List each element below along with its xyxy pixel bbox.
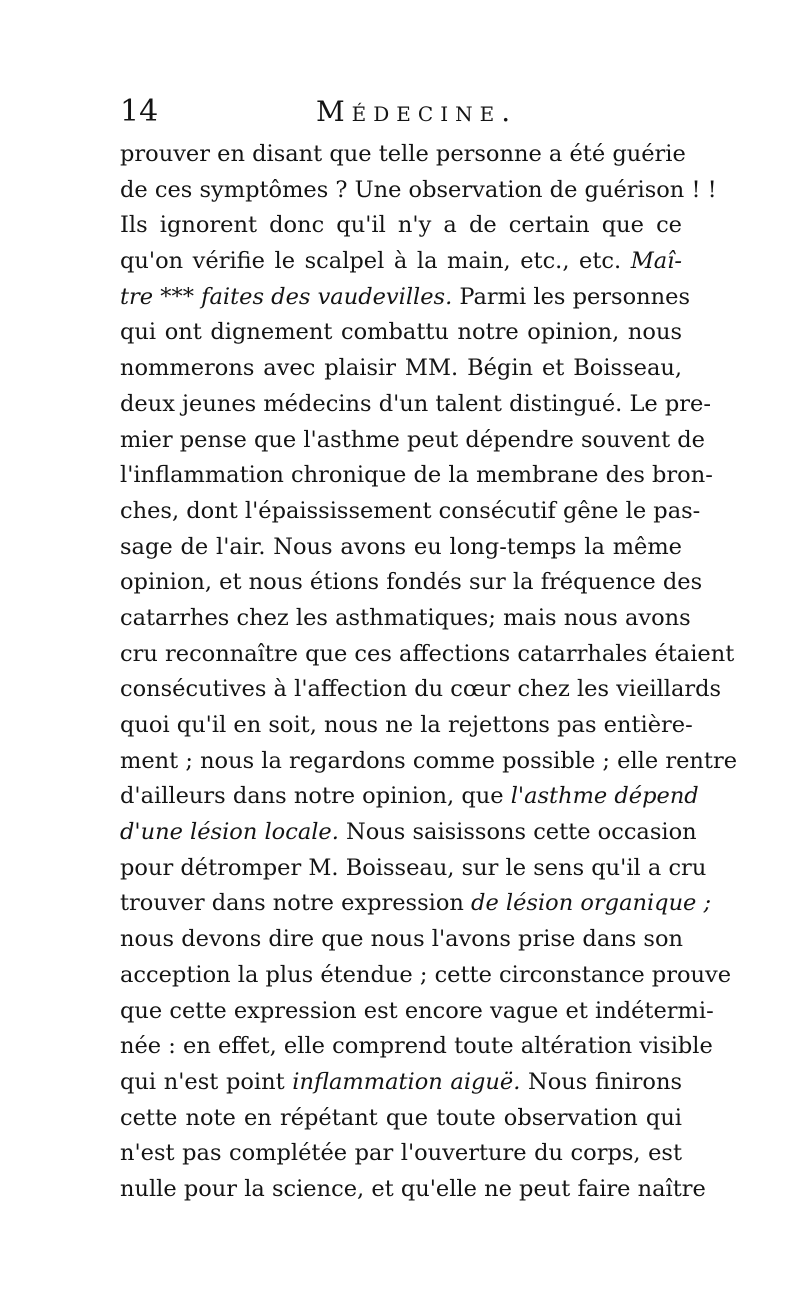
text-segment: nulle pour la science, et qu'elle ne peut faire naître (120, 1175, 706, 1202)
text-segment: consécutives à l'affection du cœur chez les vieillards (120, 676, 722, 703)
text-segment: quoi qu'il en soit, nous ne la rejettons pas entière- (120, 712, 693, 738)
italic-text-segment: l'asthme dépend (510, 783, 699, 810)
text-line (120, 601, 691, 637)
italic-text-segment: inflammation aiguë. (292, 1068, 521, 1095)
text-segment: opinion, et nous étions fondés sur la fréquence des (120, 569, 703, 596)
text-line (120, 173, 717, 209)
text-line (120, 851, 707, 887)
text-segment: nous devons dire que nous l'avons prise dans son (120, 926, 684, 953)
text-line (120, 815, 697, 851)
text-line (120, 244, 682, 280)
text-line (120, 958, 732, 994)
text-segment: d'ailleurs dans notre opinion, que (120, 783, 511, 810)
text-segment: deux jeunes médecins d'un talent distingué. Le pre- (120, 390, 711, 417)
italic-text-segment: tre *** faites des vaudevilles. (120, 283, 453, 310)
text-segment: Nous saisissons cette occasion (338, 819, 697, 846)
running-head (120, 92, 680, 132)
text-segment: pour détromper M. Boisseau, sur le sens qu'il a cru (120, 854, 707, 881)
text-segment: que cette expression est encore vague et indétermi- (120, 997, 714, 1024)
text-segment: de ces symptômes ? Une observation de guérison ! ! (120, 176, 717, 203)
text-line (120, 672, 722, 708)
text-segment: Parmi les personnes (452, 283, 690, 310)
text-line (120, 494, 701, 530)
text-line (120, 1172, 706, 1208)
text-segment: prouver en disant que telle personne a été guérie (120, 141, 686, 167)
text-segment: sage de l'air. Nous avons eu long-temps la même (120, 533, 682, 560)
text-segment: qui ont dignement combattu notre opinion, nous (120, 319, 682, 346)
italic-text-segment: d'une lésion locale. (120, 819, 339, 846)
text-line (120, 994, 714, 1030)
italic-text-segment: Maî- (630, 248, 682, 275)
text-line (120, 315, 682, 351)
text-line (120, 351, 682, 387)
text-segment: ches, dont l'épaississement consécutif gêne le pas- (120, 497, 701, 524)
text-line (120, 779, 699, 815)
text-segment: nommerons avec plaisir MM. Bégin et Boisseau, (120, 355, 682, 382)
text-segment: n'est pas complétée par l'ouverture du corps, est (120, 1140, 682, 1167)
text-segment: catarrhes chez les asthmatiques; mais nous avons (120, 604, 691, 631)
text-line (120, 637, 735, 673)
text-segment: cette note en répétant que toute observation qui (120, 1104, 682, 1131)
text-segment: trouver dans notre expression (120, 890, 472, 917)
text-line (120, 886, 712, 922)
text-line (120, 1065, 682, 1101)
text-line (120, 458, 713, 494)
text-line (120, 922, 682, 958)
text-line (120, 708, 693, 744)
text-line (120, 280, 690, 316)
text-line (120, 137, 686, 173)
text-line (120, 565, 703, 601)
italic-text-segment: de lésion organique ; (471, 890, 712, 917)
text-segment: l'inflammation chronique de la membrane des bron- (120, 462, 713, 489)
text-line (120, 208, 682, 244)
text-segment: qu'on vérifie le scalpel à la main, etc., etc. (120, 248, 631, 275)
running-title: Médecine. (316, 95, 518, 128)
text-line (120, 1029, 713, 1065)
text-segment: Nous finirons (520, 1068, 682, 1095)
text-segment: ment ; nous la regardons comme possible ; elle rentre (120, 747, 738, 774)
body-text (120, 137, 738, 1208)
text-line (120, 1101, 682, 1137)
text-line (120, 1136, 682, 1172)
text-line (120, 423, 705, 459)
page-number: 14 (120, 94, 159, 129)
text-segment: cru reconnaître que ces affections catarrhales étaient (120, 640, 735, 667)
text-segment: qui n'est point (120, 1068, 293, 1095)
text-line (120, 744, 738, 780)
text-segment: acception la plus étendue ; cette circonstance prouve (120, 961, 732, 988)
text-segment: mier pense que l'asthme peut dépendre souvent de (120, 426, 705, 453)
text-line (120, 387, 711, 423)
text-segment: née : en effet, elle comprend toute altération visible (120, 1033, 713, 1060)
text-segment: Ils ignorent donc qu'il n'y a de certain que ce (120, 212, 682, 239)
text-line (120, 530, 682, 566)
